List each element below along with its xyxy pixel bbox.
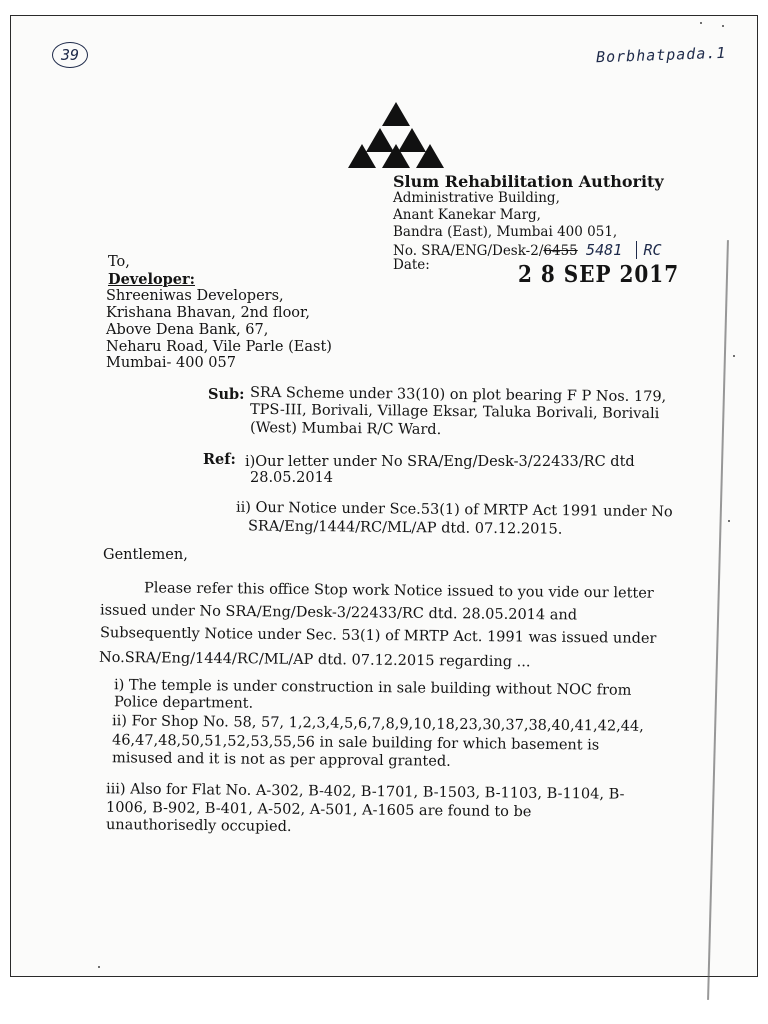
list-item-line: i) The temple is under construction in sale building without NOC from <box>113 677 632 699</box>
scan-speck <box>98 966 100 968</box>
reference-label: Ref: <box>203 451 236 468</box>
subject-line: SRA Scheme under 33(10) on plot bearing F P Nos. 179, <box>249 384 667 406</box>
subject-line: TPS-III, Borivali, Village Eksar, Taluka Borivali, Borivali <box>249 401 660 423</box>
paragraph-line: No.SRA/Eng/1444/RC/ML/AP dtd. 07.12.2015 regarding ... <box>98 649 531 671</box>
list-item-line: 46,47,48,50,51,52,53,55,56 in sale building for which basement is <box>111 732 600 754</box>
corner-handwritten-note: Borbhatpada.1 <box>595 43 727 67</box>
reference-line: ii) Our Notice under Sce.53(1) of MRTP Act 1991 under No <box>235 499 673 521</box>
list-item-line: unauthorisedly occupied. <box>105 817 292 835</box>
reference-line: SRA/Eng/1444/RC/ML/AP dtd. 07.12.2015. <box>247 518 563 538</box>
recipient-title: Developer: <box>108 271 195 288</box>
reference-line: 28.05.2014 <box>250 470 334 486</box>
recipient-line: Neharu Road, Vile Parle (East) <box>106 339 332 355</box>
paragraph-line: Subsequently Notice under Sec. 53(1) of MRTP Act. 1991 was issued under <box>99 625 657 647</box>
recipient-line: Mumbai- 400 057 <box>106 355 236 371</box>
reference-number-prefix: No. SRA/ENG/Desk-2/ <box>393 243 544 259</box>
list-item-line: Police department. <box>113 694 254 712</box>
reference-number-struck: 6455 <box>543 243 578 259</box>
reference-number-handwritten: 5481 <box>586 241 623 259</box>
date-stamp: 2 8 SEP 2017 <box>518 260 680 288</box>
paragraph-line: issued under No SRA/Eng/Desk-3/22433/RC dtd. 28.05.2014 and <box>99 602 578 624</box>
address-line: Anant Kanekar Marg, <box>393 207 541 223</box>
recipient-line: Krishana Bhavan, 2nd floor, <box>106 305 310 321</box>
folio-number: 39 <box>52 42 88 68</box>
date-label: Date: <box>393 257 430 273</box>
list-item-line: misused and it is not as per approval granted. <box>111 750 451 770</box>
recipient-line: Above Dena Bank, 67, <box>106 322 269 338</box>
to-label: To, <box>108 254 130 270</box>
subject-line: (West) Mumbai R/C Ward. <box>249 419 442 439</box>
address-line: Bandra (East), Mumbai 400 051, <box>393 224 618 240</box>
sra-logo-icon <box>344 100 448 170</box>
scan-speck <box>700 22 702 24</box>
address-line: Administrative Building, <box>393 190 560 206</box>
list-item-line: iii) Also for Flat No. A-302, B-402, B-1701, B-1503, B-1103, B-1104, B- <box>105 781 625 803</box>
reference-line: i)Our letter under No SRA/Eng/Desk-3/22433/RC dtd <box>245 454 635 470</box>
list-item-line: ii) For Shop No. 58, 57, 1,2,3,4,5,6,7,8,9,10,18,23,30,37,38,40,41,42,44, <box>111 713 644 735</box>
scan-speck <box>722 25 724 27</box>
organization-name: Slum Rehabilitation Authority <box>393 172 664 191</box>
reference-number-suffix: RC <box>636 241 661 259</box>
scan-speck <box>728 520 730 522</box>
subject-label: Sub: <box>208 386 245 403</box>
list-item-line: 1006, B-902, B-401, A-502, A-501, A-1605 are found to be <box>105 799 532 821</box>
scan-speck <box>733 355 735 357</box>
recipient-line: Shreeniwas Developers, <box>106 288 284 304</box>
paragraph-line: Please refer this office Stop work Notice issued to you vide our letter <box>143 580 654 602</box>
reference-number <box>393 241 662 259</box>
salutation: Gentlemen, <box>103 547 188 563</box>
